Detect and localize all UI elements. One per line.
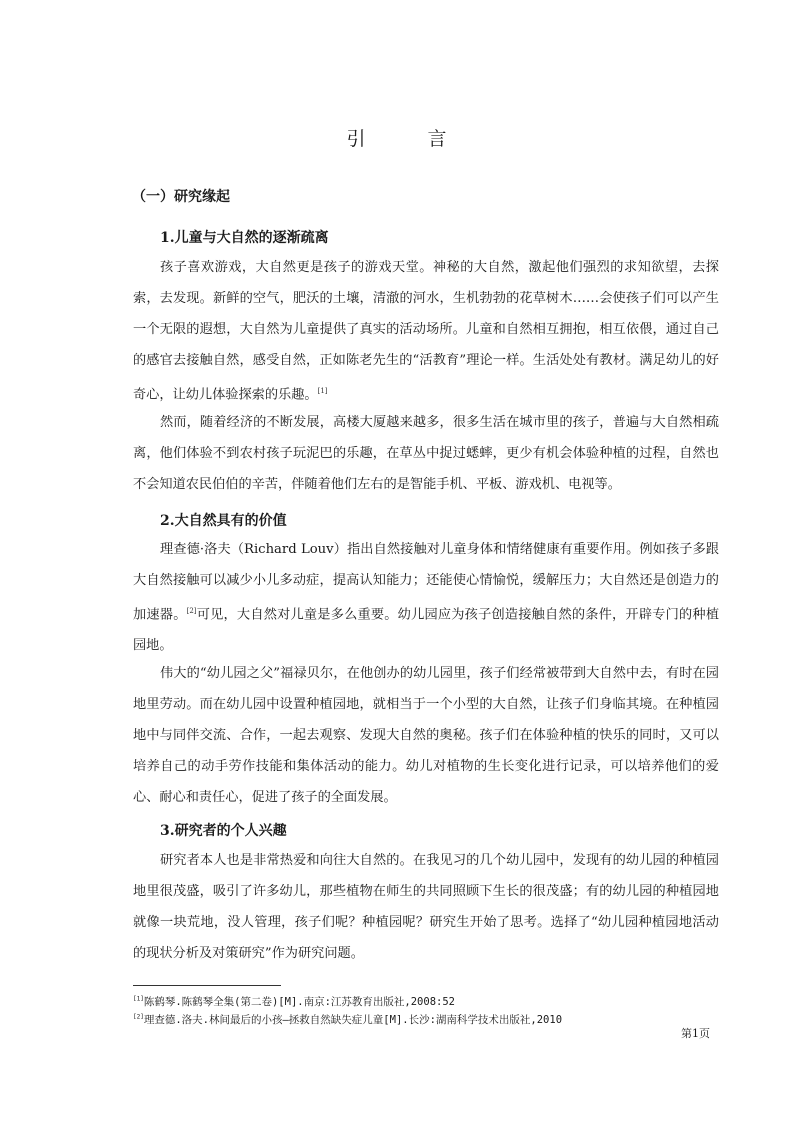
page-title: 引 言 [346, 128, 475, 150]
footnote-1 [133, 994, 455, 1009]
paragraph-3-text-b: 可见，大自然对儿童是多么重要。幼儿园应为孩子创造接触自然的条件，开辟专门的种植园地。 [133, 607, 720, 654]
paragraph-1-text: 孩子喜欢游戏，大自然更是孩子的游戏天堂。神秘的大自然，激起他们强烈的求知欲望，去探索，去发现。新鲜的空气，肥沃的土壤，清澈的河水，生机勃勃的花草树木……会使孩子们可以产生一个无限的遐想，大自然为儿童提供了真实的活动场所。儿童和自然相互拥抱，相互依偎，通过自己的感官去接触自然，感受自然，正如陈老先生的“活教育”理论一样。生活处处有教材。满足幼儿的好奇心，让幼儿体验探索的乐趣。 [133, 260, 719, 403]
subheading-2: 2.大自然具有的价值 [160, 513, 287, 529]
footnote-divider [133, 985, 281, 986]
footnote-ref-1: [1] [317, 387, 328, 395]
paragraph-2: 然而，随着经济的不断发展，高楼大厦越来越多，很多生活在城市里的孩子，普遍与大自然相疏离，他们体验不到农村孩子玩泥巴的乐趣，在草丛中捉过蟋蟀，更少有机会体验种植的过程，自然也不会知道农民伯伯的辛苦，伴随着他们左右的是智能手机、平板、游戏机、电视等。 [133, 415, 719, 492]
footnote-2-mark: [2] [133, 1013, 144, 1021]
paragraph-5: 研究者本人也是非常热爱和向往大自然的。在我见习的几个幼儿园中，发现有的幼儿园的种植园地里很茂盛，吸引了许多幼儿，那些植物在师生的共同照顾下生长的很茂盛；有的幼儿园的种植园地就像一块荒地，没人管理，孩子们呢？种植园呢？研究生开始了思考。选择了“幼儿园种植园地活动的现状分析及对策研究”作为研究问题。 [133, 853, 719, 961]
footnote-2-text: 理查德.洛夫.林间最后的小孩—拯救自然缺失症儿童[M].长沙:湖南科学技术出版社,2010 [143, 1014, 563, 1026]
subheading-1: 1.儿童与大自然的逐渐疏离 [160, 230, 329, 246]
paragraph-3 [133, 534, 719, 661]
footnote-1-mark: [1] [133, 995, 144, 1003]
paragraph-4: 伟大的“幼儿园之父”福禄贝尔，在他创办的幼儿园里，孩子们经常被带到大自然中去，有时在园地里劳动。而在幼儿园中设置种植园地，就相当于一个小型的大自然，让孩子们身临其境。在种植园地中与同伴交流、合作，一起去观察、发现大自然的奥秘。孩子们在体验种植的快乐的同时，又可以培养自己的动手劳作技能和集体活动的能力。幼儿对植物的生长变化进行记录，可以培养他们的爱心、耐心和责任心，促进了孩子的全面发展。 [133, 666, 719, 805]
page-number: 第1页 [681, 1027, 710, 1040]
section-heading: （一）研究缘起 [132, 189, 230, 205]
footnote-ref-2: [2] [186, 607, 197, 615]
footnote-2 [133, 1012, 562, 1027]
footnote-1-text: 陈鹤琴.陈鹤琴全集(第二卷)[M].南京:江苏教育出版社,2008:52 [143, 996, 455, 1008]
paragraph-1 [133, 252, 719, 410]
paragraph-3-text-a: 理查德·洛夫（Richard Louv）指出自然接触对儿童身体和情绪健康有重要作用。例如孩子多跟大自然接触可以减少小儿多动症，提高认知能力；还能使心情愉悦，缓解压力；大自然还是创造力的加速器。 [133, 542, 719, 623]
subheading-3: 3.研究者的个人兴趣 [160, 823, 287, 839]
